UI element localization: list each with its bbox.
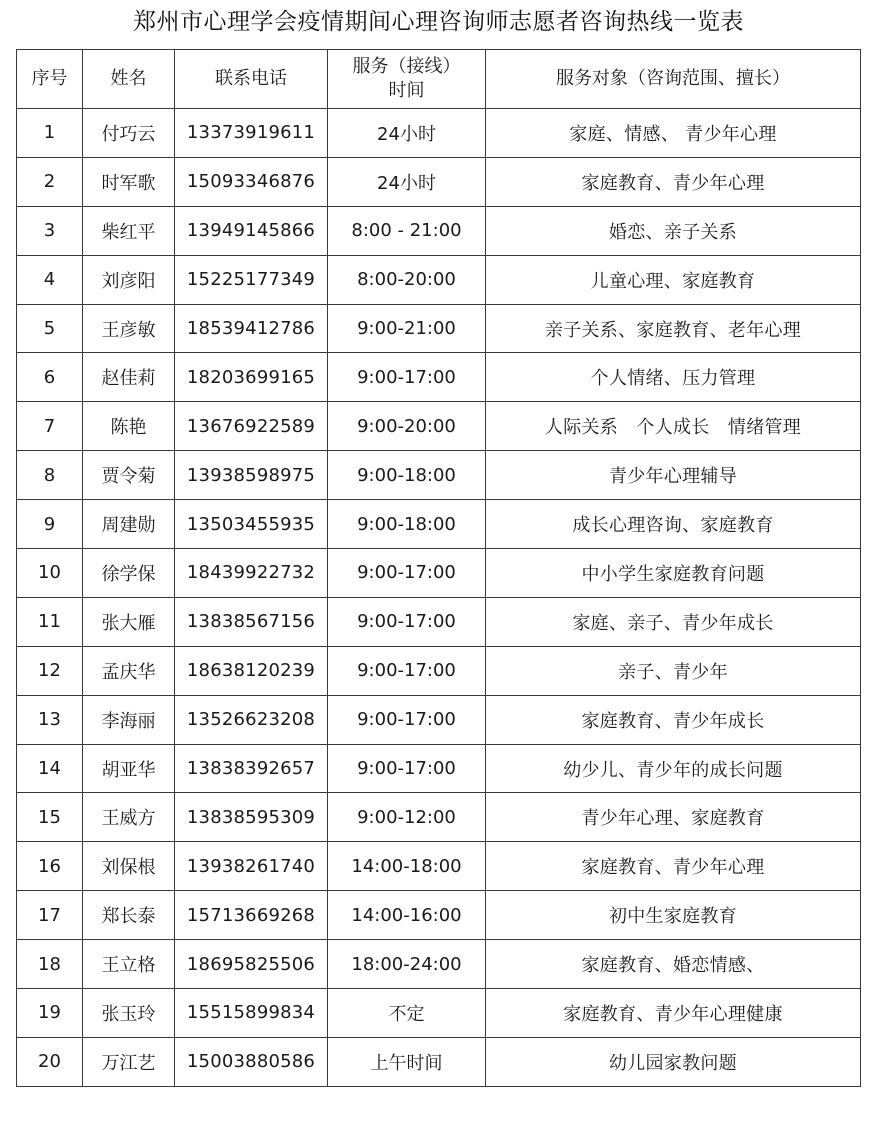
cell-phone: 13526623208 — [175, 695, 328, 744]
cell-scope: 家庭、亲子、青少年成长 — [486, 597, 861, 646]
cell-time: 24小时 — [328, 157, 486, 206]
cell-scope: 亲子关系、家庭教育、老年心理 — [486, 304, 861, 353]
cell-time: 9:00-18:00 — [328, 451, 486, 500]
cell-name: 刘彦阳 — [83, 255, 175, 304]
cell-name: 付巧云 — [83, 109, 175, 158]
cell-phone: 13838567156 — [175, 597, 328, 646]
cell-scope: 幼儿园家教问题 — [486, 1037, 861, 1086]
cell-no: 7 — [17, 402, 83, 451]
cell-no: 14 — [17, 744, 83, 793]
cell-no: 6 — [17, 353, 83, 402]
cell-time: 14:00-16:00 — [328, 891, 486, 940]
cell-no: 15 — [17, 793, 83, 842]
table-row — [17, 500, 861, 549]
document-title: 郑州市心理学会疫情期间心理咨询师志愿者咨询热线一览表 — [133, 9, 744, 35]
cell-time: 8:00-20:00 — [328, 255, 486, 304]
cell-phone: 13938261740 — [175, 842, 328, 891]
cell-no: 9 — [17, 500, 83, 549]
cell-name: 陈艳 — [83, 402, 175, 451]
cell-time: 9:00-17:00 — [328, 695, 486, 744]
table-row — [17, 940, 861, 989]
cell-scope: 家庭教育、青少年心理健康 — [486, 989, 861, 1038]
cell-scope: 个人情绪、压力管理 — [486, 353, 861, 402]
header-time-line2: 时间 — [388, 80, 425, 101]
cell-name: 徐学保 — [83, 549, 175, 598]
cell-time: 8:00 - 21:00 — [328, 206, 486, 255]
cell-no: 12 — [17, 646, 83, 695]
cell-scope: 中小学生家庭教育问题 — [486, 549, 861, 598]
cell-name: 赵佳莉 — [83, 353, 175, 402]
header-time — [328, 50, 486, 109]
cell-scope: 儿童心理、家庭教育 — [486, 255, 861, 304]
cell-scope: 家庭教育、婚恋情感、 — [486, 940, 861, 989]
table-row — [17, 549, 861, 598]
table-row — [17, 451, 861, 500]
cell-scope: 亲子、青少年 — [486, 646, 861, 695]
cell-no: 20 — [17, 1037, 83, 1086]
cell-scope: 婚恋、亲子关系 — [486, 206, 861, 255]
table-row — [17, 157, 861, 206]
cell-name: 时军歌 — [83, 157, 175, 206]
table-header — [17, 50, 861, 109]
cell-scope: 人际关系 个人成长 情绪管理 — [486, 402, 861, 451]
cell-phone: 15515899834 — [175, 989, 328, 1038]
cell-scope: 初中生家庭教育 — [486, 891, 861, 940]
table-row — [17, 646, 861, 695]
cell-phone: 13503455935 — [175, 500, 328, 549]
cell-name: 张玉玲 — [83, 989, 175, 1038]
table-row — [17, 255, 861, 304]
cell-scope: 幼少儿、青少年的成长问题 — [486, 744, 861, 793]
header-name: 姓名 — [83, 50, 175, 109]
table-row — [17, 1037, 861, 1086]
cell-time: 9:00-20:00 — [328, 402, 486, 451]
cell-phone: 13838595309 — [175, 793, 328, 842]
cell-name: 贾令菊 — [83, 451, 175, 500]
cell-no: 5 — [17, 304, 83, 353]
cell-name: 刘保根 — [83, 842, 175, 891]
header-phone: 联系电话 — [175, 50, 328, 109]
cell-phone: 18638120239 — [175, 646, 328, 695]
cell-phone: 18439922732 — [175, 549, 328, 598]
table-row — [17, 206, 861, 255]
cell-name: 李海丽 — [83, 695, 175, 744]
table-row — [17, 109, 861, 158]
cell-no: 10 — [17, 549, 83, 598]
cell-name: 胡亚华 — [83, 744, 175, 793]
cell-name: 周建勋 — [83, 500, 175, 549]
cell-time: 9:00-17:00 — [328, 597, 486, 646]
cell-scope: 家庭教育、青少年成长 — [486, 695, 861, 744]
cell-time: 14:00-18:00 — [328, 842, 486, 891]
table-row — [17, 304, 861, 353]
table-body — [17, 109, 861, 1087]
cell-scope: 青少年心理辅导 — [486, 451, 861, 500]
cell-phone: 13373919611 — [175, 109, 328, 158]
cell-phone: 13838392657 — [175, 744, 328, 793]
cell-phone: 18695825506 — [175, 940, 328, 989]
hotline-table — [16, 49, 861, 1087]
cell-no: 17 — [17, 891, 83, 940]
table-row — [17, 842, 861, 891]
cell-phone: 18539412786 — [175, 304, 328, 353]
table-row — [17, 891, 861, 940]
cell-phone: 15003880586 — [175, 1037, 328, 1086]
cell-scope: 成长心理咨询、家庭教育 — [486, 500, 861, 549]
cell-name: 张大雁 — [83, 597, 175, 646]
cell-time: 9:00-17:00 — [328, 353, 486, 402]
header-time-line1: 服务（接线） — [352, 56, 461, 77]
cell-phone: 15093346876 — [175, 157, 328, 206]
table-row — [17, 793, 861, 842]
cell-scope: 家庭、情感、 青少年心理 — [486, 109, 861, 158]
cell-no: 11 — [17, 597, 83, 646]
cell-phone: 13949145866 — [175, 206, 328, 255]
cell-scope: 青少年心理、家庭教育 — [486, 793, 861, 842]
cell-time: 上午时间 — [328, 1037, 486, 1086]
cell-time: 18:00-24:00 — [328, 940, 486, 989]
header-scope: 服务对象（咨询范围、擅长） — [486, 50, 861, 109]
cell-name: 孟庆华 — [83, 646, 175, 695]
cell-name: 王立格 — [83, 940, 175, 989]
cell-time: 24小时 — [328, 109, 486, 158]
header-row — [17, 50, 861, 109]
cell-time: 9:00-12:00 — [328, 793, 486, 842]
table-row — [17, 402, 861, 451]
cell-no: 4 — [17, 255, 83, 304]
cell-no: 19 — [17, 989, 83, 1038]
cell-no: 13 — [17, 695, 83, 744]
cell-name: 王威方 — [83, 793, 175, 842]
cell-no: 2 — [17, 157, 83, 206]
cell-time: 9:00-17:00 — [328, 646, 486, 695]
cell-name: 柴红平 — [83, 206, 175, 255]
table-row — [17, 597, 861, 646]
cell-no: 18 — [17, 940, 83, 989]
cell-name: 郑长泰 — [83, 891, 175, 940]
cell-time: 9:00-17:00 — [328, 744, 486, 793]
cell-time: 9:00-18:00 — [328, 500, 486, 549]
cell-no: 16 — [17, 842, 83, 891]
cell-time: 不定 — [328, 989, 486, 1038]
cell-phone: 18203699165 — [175, 353, 328, 402]
cell-name: 王彦敏 — [83, 304, 175, 353]
cell-phone: 15713669268 — [175, 891, 328, 940]
table-row — [17, 744, 861, 793]
cell-no: 1 — [17, 109, 83, 158]
cell-time: 9:00-17:00 — [328, 549, 486, 598]
cell-no: 8 — [17, 451, 83, 500]
cell-time: 9:00-21:00 — [328, 304, 486, 353]
cell-no: 3 — [17, 206, 83, 255]
table-row — [17, 989, 861, 1038]
cell-scope: 家庭教育、青少年心理 — [486, 842, 861, 891]
table-row — [17, 695, 861, 744]
cell-phone: 13938598975 — [175, 451, 328, 500]
cell-phone: 15225177349 — [175, 255, 328, 304]
cell-scope: 家庭教育、青少年心理 — [486, 157, 861, 206]
cell-name: 万江艺 — [83, 1037, 175, 1086]
header-no: 序号 — [17, 50, 83, 109]
cell-phone: 13676922589 — [175, 402, 328, 451]
table-row — [17, 353, 861, 402]
